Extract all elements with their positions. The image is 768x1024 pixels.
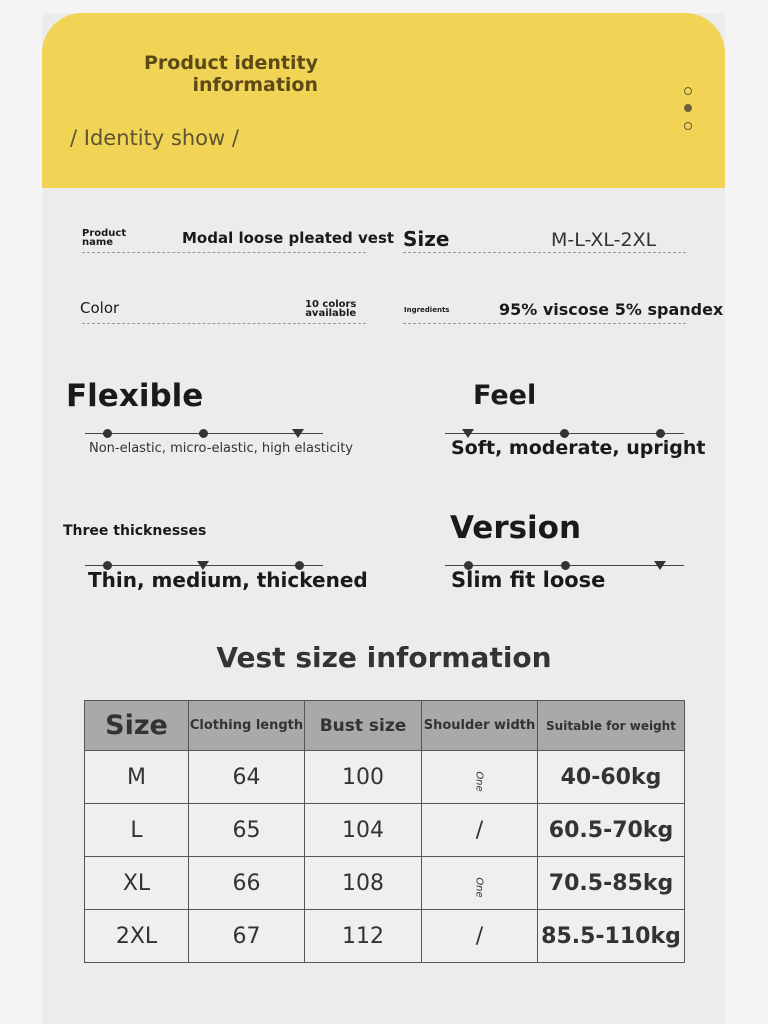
size-label: Size [403, 227, 450, 251]
thickness-title: Three thicknesses [63, 523, 207, 539]
cell-length: 66 [189, 857, 305, 910]
thickness-options: Thin, medium, thickened [88, 568, 368, 592]
ingredients-label: Ingredients [404, 306, 450, 314]
product-name-value: Modal loose pleated vest [182, 229, 395, 247]
cell-length: 67 [189, 910, 305, 963]
cell-shoulder: One [422, 751, 538, 804]
table-row [85, 804, 685, 857]
cell-size: 2XL [85, 910, 189, 963]
cell-shoulder: One [422, 857, 538, 910]
divider [82, 252, 366, 253]
size-table-title: Vest size information [216, 641, 552, 674]
cell-size: M [85, 751, 189, 804]
cell-shoulder: / [422, 910, 538, 963]
pager-dot-active [684, 104, 692, 112]
pager-dot [684, 87, 692, 95]
color-label: Color [80, 299, 120, 317]
divider [82, 323, 366, 324]
version-title: Version [450, 510, 582, 546]
color-value: 10 colors available [305, 299, 357, 319]
cell-length: 65 [189, 804, 305, 857]
size-table [84, 700, 685, 963]
banner-title [112, 52, 318, 96]
table-row [85, 751, 685, 804]
divider [403, 323, 686, 324]
cell-weight: 60.5-70kg [538, 804, 685, 857]
version-options: Slim fit loose [451, 568, 606, 592]
header-size: Size [85, 701, 189, 751]
cell-bust: 112 [305, 910, 422, 963]
header-clothing-length: Clothing length [189, 701, 305, 751]
pager-dot [684, 122, 692, 130]
flexible-title: Flexible [66, 378, 204, 414]
scale-marker-icon [654, 561, 666, 570]
banner-title-line2: information [192, 74, 318, 96]
product-name-label: Product name [82, 228, 127, 248]
cell-length: 64 [189, 751, 305, 804]
banner-subtitle: / Identity show / [70, 126, 239, 150]
ingredients-value: 95% viscose 5% spandex [499, 300, 724, 319]
table-row [85, 910, 685, 963]
table-header-row [85, 701, 685, 751]
scale-dot [103, 429, 112, 438]
flexible-options: Non-elastic, micro-elastic, high elasticity [89, 441, 353, 456]
cell-bust: 100 [305, 751, 422, 804]
cell-weight: 70.5-85kg [538, 857, 685, 910]
cell-shoulder: / [422, 804, 538, 857]
cell-weight: 40-60kg [538, 751, 685, 804]
banner [42, 13, 725, 188]
header-weight: Suitable for weight [538, 701, 685, 751]
cell-weight: 85.5-110kg [538, 910, 685, 963]
cell-bust: 104 [305, 804, 422, 857]
scale-dot [199, 429, 208, 438]
feel-options: Soft, moderate, upright [451, 437, 706, 459]
cell-size: XL [85, 857, 189, 910]
banner-title-line1: Product identity [143, 52, 318, 74]
cell-bust: 108 [305, 857, 422, 910]
table-row [85, 857, 685, 910]
divider [403, 252, 686, 253]
header-shoulder-width: Shoulder width [422, 701, 538, 751]
header-bust-size: Bust size [305, 701, 422, 751]
cell-size: L [85, 804, 189, 857]
size-value: M-L-XL-2XL [551, 229, 657, 251]
feel-title: Feel [473, 380, 537, 411]
scale-marker-icon [292, 429, 304, 438]
